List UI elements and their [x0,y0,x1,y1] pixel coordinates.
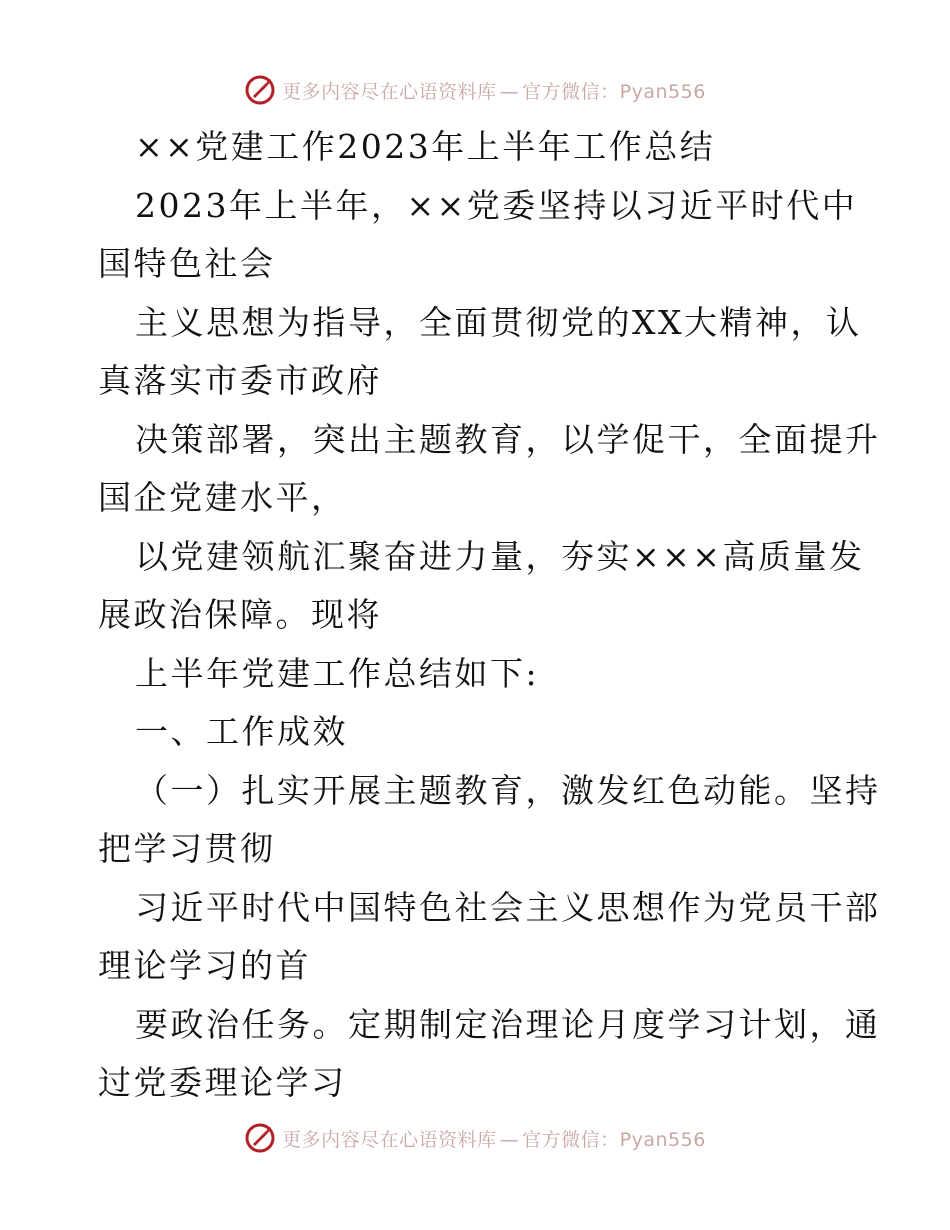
paragraph-line: 以党建领航汇聚奋进力量，夯实×××高质量发 [135,536,865,576]
paragraph-line: 决策部署，突出主题教育，以学促干，全面提升 [135,419,881,459]
paragraph-line: 国企党建水平， [98,478,347,517]
paragraph-line: 真落实市委市政府 [98,361,382,400]
footer-watermark [0,1118,950,1158]
paragraph-line: 主义思想为指导，全面贯彻党的XX大精神，认 [135,302,862,342]
paragraph-line: 一、工作成效 [135,712,348,751]
paragraph-line: 2023年上半年，××党委坚持以习近平时代中 [135,185,858,225]
paragraph-line: 国特色社会 [98,244,276,283]
paragraph-line: 要政治任务。定期制定治理论月度学习计划，通 [135,1004,881,1044]
paragraph-line: （一）扎实开展主题教育，激发红色动能。坚持 [135,770,881,810]
logo-icon [244,74,276,106]
paragraph-line: 展政治保障。现将 [98,595,382,634]
paragraph-line: 习近平时代中国特色社会主义思想作为党员干部 [135,887,881,927]
paragraph-line: 过党委理论学习 [98,1063,347,1102]
watermark-text: 更多内容尽在心语资料库 [282,80,497,103]
watermark-contact: 官方微信：Pyan556 [522,1128,706,1151]
watermark-separator: — [499,80,520,103]
logo-icon [244,1122,276,1154]
document-body [98,118,881,1113]
watermark-text: 更多内容尽在心语资料库 [282,1128,497,1151]
header-watermark [0,70,950,110]
paragraph-line: 把学习贯彻 [98,829,276,868]
watermark-separator: — [499,1128,520,1151]
document-title: ××党建工作2023年上半年工作总结 [135,127,716,166]
paragraph-line: 上半年党建工作总结如下: [135,653,540,693]
paragraph-line: 理论学习的首 [98,946,311,985]
watermark-contact: 官方微信：Pyan556 [522,80,706,103]
